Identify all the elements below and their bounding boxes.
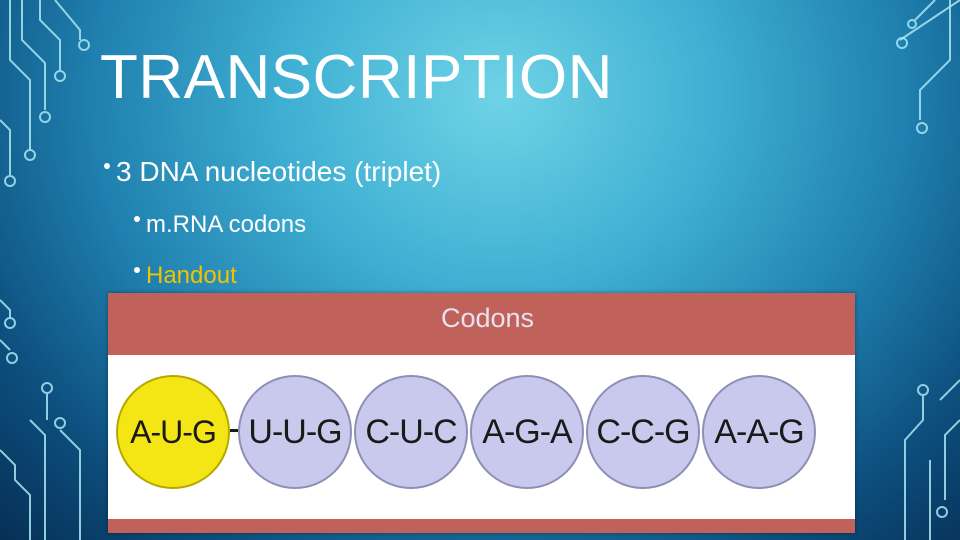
- codon-label: U-U-G: [248, 412, 342, 451]
- bullet-handout: [134, 262, 237, 290]
- bullet-dot: [134, 216, 140, 222]
- figure-footer: [108, 519, 855, 533]
- bullet-dot: [104, 163, 110, 169]
- codon: [702, 375, 816, 489]
- bullet-dna-nucleotides: [104, 156, 441, 188]
- codon: [354, 375, 468, 489]
- codon-label: A-A-G: [714, 412, 804, 451]
- bullet-text: 3 DNA nucleotides (triplet): [116, 156, 442, 187]
- codon-connector: [230, 429, 238, 432]
- codon-label: A-G-A: [482, 412, 572, 451]
- figure-title: Codons: [440, 303, 535, 333]
- codon: [238, 375, 352, 489]
- figure-header: [108, 293, 855, 355]
- codons-figure: [108, 293, 855, 533]
- codon: [470, 375, 584, 489]
- codon-label: A-U-G: [130, 413, 216, 450]
- bullet-mrna-codons: [134, 211, 306, 239]
- codon-label: C-C-G: [596, 412, 690, 451]
- bullet-dot: [134, 267, 140, 273]
- codon: [586, 375, 700, 489]
- bullet-text: m.RNA codons: [146, 211, 307, 238]
- codon-start: [116, 375, 230, 489]
- slide-title: TRANSCRIPTION: [100, 43, 613, 112]
- codon-label: C-U-C: [365, 412, 457, 451]
- bullet-text: Handout: [146, 262, 237, 289]
